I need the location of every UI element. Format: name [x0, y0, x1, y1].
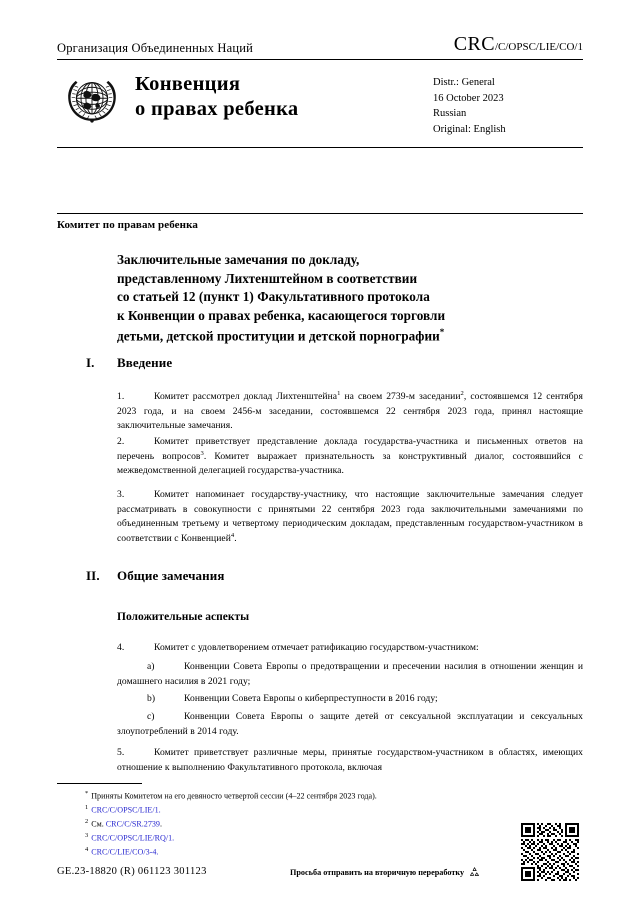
- committee-name: Комитет по правам ребенка: [57, 219, 198, 231]
- document-symbol: [454, 33, 583, 56]
- paragraph-number: 5.: [117, 747, 125, 758]
- footnote-text: Приняты Комитетом на его девяносто четвертой сессии (4–22 сентября 2023 года).: [91, 791, 377, 801]
- footnote-2: [57, 817, 517, 831]
- list-item-letter: a): [147, 661, 155, 672]
- footnote-mark: *: [85, 790, 89, 797]
- list-item-text: Конвенции Совета Европы о киберпреступности в 2016 году;: [184, 693, 438, 704]
- footnote-mark: 3: [85, 831, 89, 839]
- footnote-separator: [57, 783, 142, 784]
- footnote-mark: 4: [85, 845, 89, 853]
- paragraph-5: [117, 746, 583, 775]
- paragraph-4: [117, 641, 583, 656]
- section-heading-general-observations: [86, 568, 583, 584]
- footnotes: [57, 789, 517, 859]
- committee-rule: [57, 213, 583, 214]
- list-item-text: Конвенции Совета Европы о защите детей от сексуальной эксплуатации и сексуальных злоупотреблений в 2014 году.: [117, 711, 583, 737]
- paragraph-text: Комитет приветствует представление доклада государства-участника и письменных ответов на перечень вопросов: [117, 436, 583, 462]
- masthead-rule-thin: [57, 147, 583, 148]
- footnote-ref-1[interactable]: 1: [337, 389, 341, 397]
- page-title-line: детьми, детской проституции и детской порнографии: [117, 328, 440, 344]
- recycle-icon: [468, 866, 481, 879]
- subsection-heading-positive-aspects: Положительные аспекты: [117, 611, 250, 623]
- list-item-b: [117, 692, 583, 707]
- section-heading-text: Общие замечания: [117, 568, 225, 583]
- job-number: GE.23-18820 (R) 061123 301123: [57, 866, 207, 877]
- footnote-3: [57, 831, 517, 845]
- footnote-4: [57, 845, 517, 859]
- footnote-link[interactable]: CRC/C/LIE/CO/3-4.: [91, 847, 159, 857]
- convention-title-line-1: Конвенция: [135, 73, 241, 95]
- section-numeral: I.: [86, 355, 95, 370]
- paragraph-3: [117, 488, 583, 546]
- distribution-language: Russian: [433, 108, 467, 120]
- document-symbol-main: CRC: [453, 33, 495, 55]
- page-title-line: к Конвенции о правах ребенка, касающегося торговли: [117, 308, 446, 324]
- paragraph-number: 4.: [117, 642, 125, 653]
- paragraph-text: Комитет напоминает государству-участнику, что настоящие заключительные замечания следует рассматривать в совокупности с принятыми 22 сентября 2023 года заключительными замечаниями по объединенным третьему и четвертому периодическим докладам, представленным государством-участником в соответствии с Конвенцией: [117, 489, 583, 544]
- paragraph-number: 2.: [117, 436, 125, 447]
- paragraph-number: 3.: [117, 489, 125, 500]
- convention-title: [135, 69, 433, 122]
- title-footnote-mark: *: [439, 326, 445, 337]
- list-item-a: [117, 660, 583, 689]
- paragraph-text: . Комитет выражает признательность за конструктивный диалог, состоявшийся с межведомственной делегацией государства-участника.: [117, 450, 583, 477]
- list-item-c: [117, 710, 583, 739]
- footnote-mark: 1: [85, 803, 89, 811]
- masthead-top-row: [57, 33, 583, 58]
- paragraph-text: Комитет приветствует различные меры, принятые государством-участником в областях, имеющих отношение к выполнению Факультативного протокола, включая: [117, 747, 583, 773]
- distribution-date: 16 October 2023: [433, 92, 504, 104]
- paragraph-1: [117, 390, 583, 434]
- section-heading-text: Введение: [117, 355, 173, 370]
- section-numeral: II.: [86, 568, 100, 583]
- footnote-asterisk: [57, 789, 517, 803]
- footnote-mark: 2: [85, 817, 89, 825]
- paragraph-text: , состоявшемся 12 сентября 2023 года, и на своем 2456-м заседании, состоявшемся 22 сентября 2023 года, принял настоящие заключительные замечания.: [117, 391, 583, 432]
- paragraph-2: [117, 435, 583, 479]
- footnote-text-trailing: .: [159, 819, 163, 829]
- paragraph-text: на своем 2739-м заседании: [340, 391, 461, 402]
- footnote-ref-3[interactable]: 3: [200, 449, 204, 457]
- organization-name: Организация Объединенных Наций: [57, 41, 254, 56]
- page-title-line: представленному Лихтенштейном в соответствии: [117, 270, 418, 286]
- footnote-1: [57, 803, 517, 817]
- distribution-type: Distr.: General: [433, 77, 495, 88]
- document-symbol-suffix: /C/OPSC/LIE/CO/1: [494, 41, 583, 53]
- footnote-link[interactable]: CRC/C/OPSC/LIE/RQ/1.: [91, 833, 175, 843]
- page-title-line: Заключительные замечания по докладу,: [117, 252, 360, 267]
- recycle-note-text: Просьба отправить на вторичную переработку: [290, 868, 465, 877]
- convention-title-line-2: о правах ребенка: [135, 98, 299, 120]
- paragraph-number: 1.: [117, 391, 125, 402]
- footnote-ref-4[interactable]: 4: [230, 531, 235, 539]
- qr-code: [521, 823, 579, 881]
- paragraph-text: .: [234, 532, 237, 544]
- list-item-letter: b): [147, 693, 156, 704]
- masthead: [57, 33, 583, 148]
- page-title-line-last: [117, 326, 583, 346]
- footnote-text: См.: [91, 819, 106, 829]
- list-item-letter: c): [147, 711, 155, 722]
- paragraph-text: Комитет рассмотрел доклад Лихтенштейна: [154, 391, 338, 402]
- list-item-text: Конвенции Совета Европы о предотвращении и пресечении насилия в отношении женщин и домашнего насилия в 2021 году;: [117, 661, 583, 687]
- footnote-ref-2[interactable]: 2: [460, 389, 464, 397]
- recycle-note: [290, 866, 481, 879]
- un-emblem: [63, 71, 121, 129]
- distribution-original: Original: English: [433, 123, 506, 135]
- section-heading-introduction: [86, 355, 583, 371]
- masthead-body-row: [57, 60, 583, 147]
- paragraph-text: Комитет с удовлетворением отмечает ратификацию государством-участником:: [154, 642, 479, 653]
- page-title: [117, 251, 583, 346]
- footnote-link[interactable]: CRC/C/OPSC/LIE/1.: [91, 805, 161, 815]
- distribution-block: [433, 69, 583, 137]
- page-title-line: со статьей 12 (пункт 1) Факультативного протокола: [117, 289, 430, 305]
- footnote-link[interactable]: CRC/C/SR.2739: [105, 819, 160, 829]
